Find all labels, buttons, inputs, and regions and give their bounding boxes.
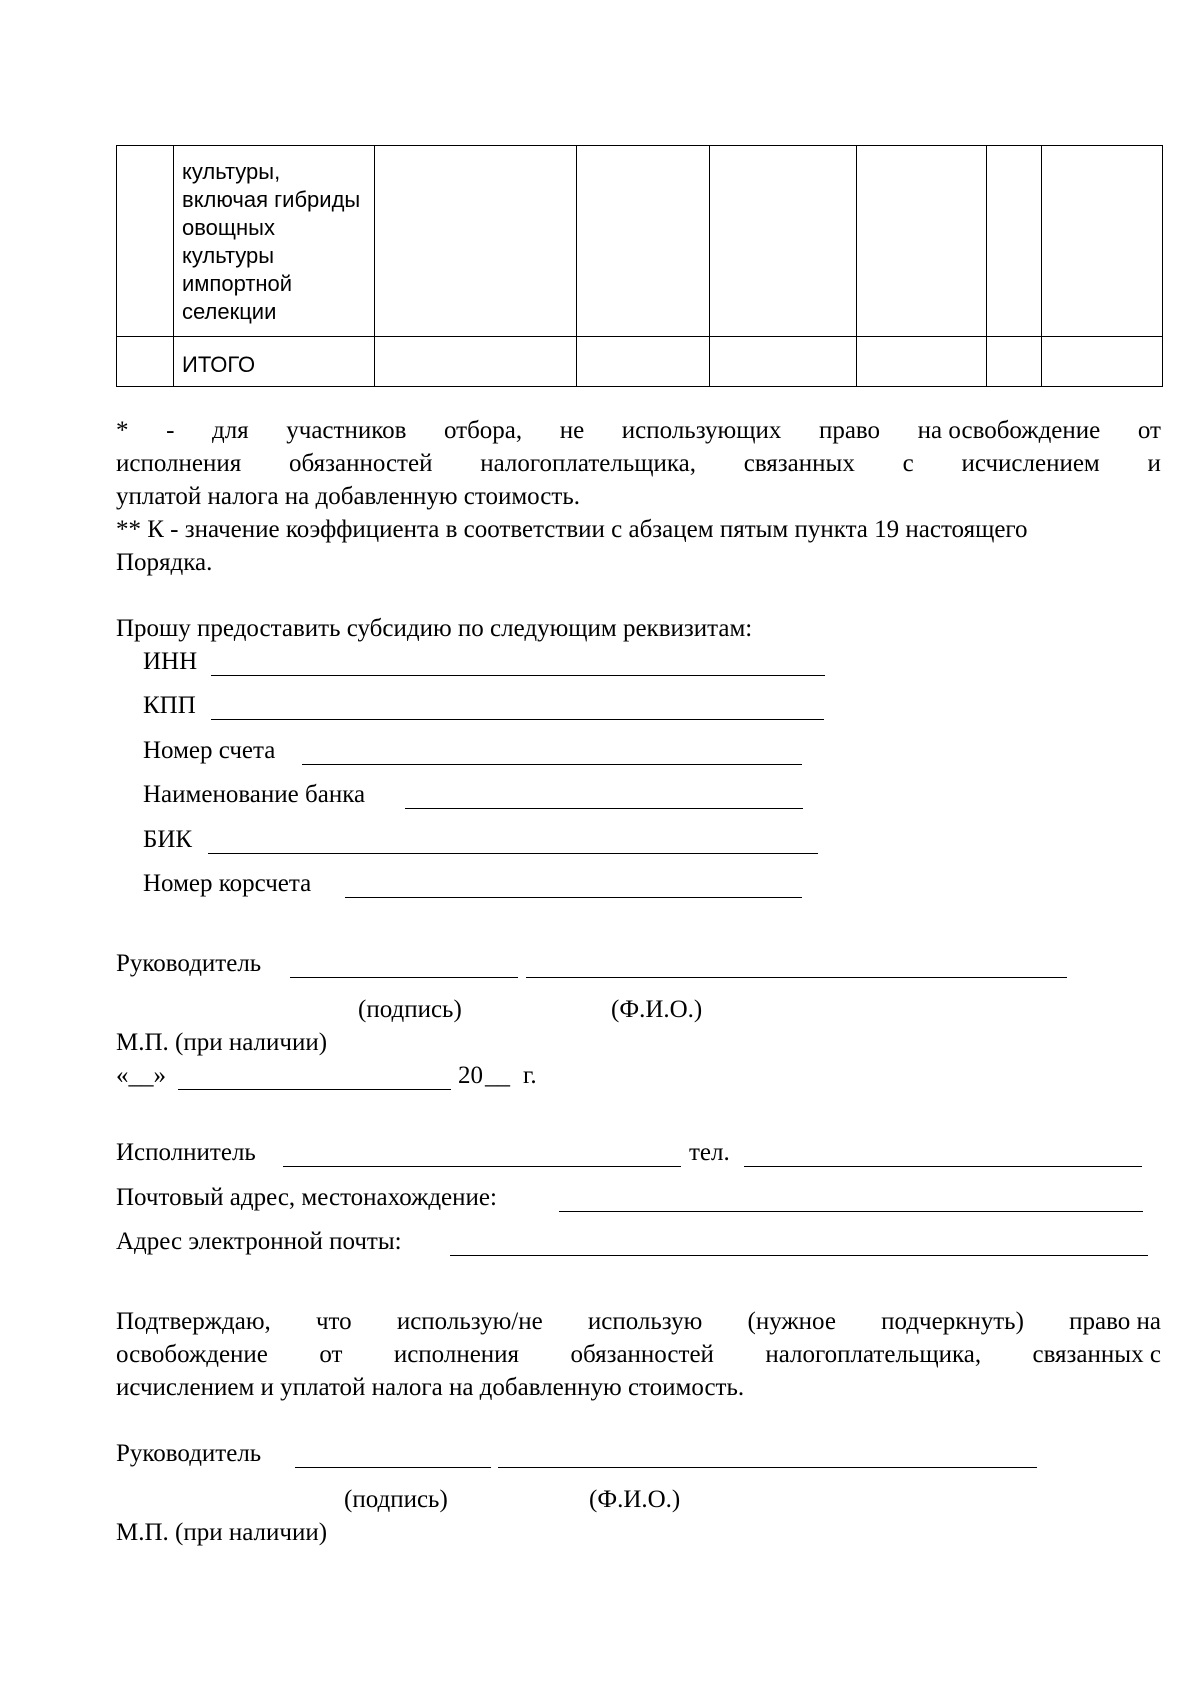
table-cell (987, 337, 1042, 387)
word: отбора, (443, 417, 523, 444)
word: обязанностей (289, 450, 433, 477)
head-label-2: Руководитель (116, 1440, 262, 1467)
head-signature-line[interactable] (290, 977, 518, 978)
email-field-line[interactable] (450, 1255, 1148, 1256)
table-cell (577, 337, 710, 387)
word: Подтверждаю, (116, 1308, 271, 1335)
name-caption-2: (Ф.И.О.) (589, 1486, 681, 1513)
word: налогоплательщика, (765, 1341, 982, 1368)
word: связанных с (1032, 1341, 1161, 1368)
table-cell (174, 337, 375, 387)
table-cell (857, 146, 987, 337)
footnote-1-line-3: уплатой налога на добавленную стоимость. (116, 483, 580, 510)
date-year-prefix: 20 (458, 1062, 483, 1089)
stamp-label-2: М.П. (при наличии) (116, 1519, 328, 1546)
word: связанных (743, 450, 855, 477)
corr-account-field-line[interactable] (345, 897, 802, 898)
word: налогоплательщика, (480, 450, 696, 477)
table-cell (375, 337, 577, 387)
word: исполнения (393, 1341, 520, 1368)
signature-caption-2: (подпись) (344, 1486, 448, 1513)
head-signature-line-2[interactable] (295, 1467, 491, 1468)
kpp-field-line[interactable] (211, 719, 824, 720)
word: - (166, 417, 175, 444)
head-label: Руководитель (116, 950, 262, 977)
word: и (1147, 450, 1161, 477)
address-label: Почтовый адрес, местонахождение: (116, 1184, 497, 1211)
word: право на (1069, 1308, 1161, 1335)
requisites-intro: Прошу предоставить субсидию по следующим реквизитам: (116, 615, 753, 642)
table-cell (117, 337, 174, 387)
executor-label: Исполнитель (116, 1139, 256, 1166)
bik-field-line[interactable] (208, 853, 818, 854)
table-cell (375, 146, 577, 337)
confirm-line-3: исчислением и уплатой налога на добавленную стоимость. (116, 1374, 745, 1401)
word: на освобождение (917, 417, 1101, 444)
confirm-line-2 (116, 1338, 1161, 1371)
name-caption: (Ф.И.О.) (611, 996, 703, 1023)
bik-label: БИК (143, 826, 193, 853)
word: право (818, 417, 881, 444)
footnote-2-line-1: ** К - значение коэффициента в соответствии с абзацем пятым пункта 19 настоящего (116, 516, 1028, 543)
word: подчеркнуть) (881, 1308, 1024, 1335)
kpp-label: КПП (143, 692, 196, 719)
inn-label: ИНН (143, 648, 198, 675)
word: не (559, 417, 585, 444)
phone-label: тел. (689, 1139, 730, 1166)
table-cell (710, 337, 857, 387)
word: от (1137, 417, 1161, 444)
table-cell (1042, 337, 1163, 387)
stamp-label: М.П. (при наличии) (116, 1029, 328, 1056)
date-year-suffix: г. (523, 1062, 537, 1089)
table-cell (857, 337, 987, 387)
signature-caption: (подпись) (358, 996, 462, 1023)
bank-field-line[interactable] (405, 808, 803, 809)
phone-field-line[interactable] (744, 1166, 1142, 1167)
address-field-line[interactable] (559, 1211, 1143, 1212)
word: исполнения (116, 450, 242, 477)
word: участников (286, 417, 407, 444)
date-month-line[interactable] (178, 1089, 451, 1090)
footnote-1-line-2 (116, 447, 1161, 480)
subsidy-table (116, 145, 1163, 387)
corr-account-label: Номер корсчета (143, 870, 312, 897)
word: с (902, 450, 914, 477)
word: использующих (621, 417, 782, 444)
confirm-line-1 (116, 1305, 1161, 1338)
word: исчислением (961, 450, 1100, 477)
crop-description: культуры, включая гибриды овощных культуры импортной селекции (182, 159, 361, 324)
word: обязанностей (570, 1341, 714, 1368)
word: освобождение (116, 1341, 268, 1368)
word: использую/не (396, 1308, 543, 1335)
table-row-total (117, 337, 1163, 387)
table-cell (174, 146, 375, 337)
executor-field-line[interactable] (283, 1166, 681, 1167)
word: использую (587, 1308, 703, 1335)
bank-label: Наименование банка (143, 781, 366, 808)
word: от (319, 1341, 343, 1368)
word: что (315, 1308, 352, 1335)
account-label: Номер счета (143, 737, 276, 764)
date-day: «__» (116, 1062, 166, 1089)
table-cell (987, 146, 1042, 337)
head-name-line[interactable] (526, 977, 1067, 978)
table-cell (710, 146, 857, 337)
table-cell (117, 146, 174, 337)
word: для (211, 417, 249, 444)
account-field-line[interactable] (302, 764, 802, 765)
word: (нужное (747, 1308, 836, 1335)
inn-field-line[interactable] (211, 675, 825, 676)
table-cell (1042, 146, 1163, 337)
word: * (116, 417, 129, 444)
footnote-1-line-1 (116, 414, 1161, 447)
footnote-2-line-2: Порядка. (116, 549, 213, 576)
total-label: ИТОГО (182, 352, 256, 377)
date-year-blank: __ (485, 1062, 510, 1089)
table-row (117, 146, 1163, 337)
head-name-line-2[interactable] (498, 1467, 1037, 1468)
email-label: Адрес электронной почты: (116, 1228, 402, 1255)
table-cell (577, 146, 710, 337)
